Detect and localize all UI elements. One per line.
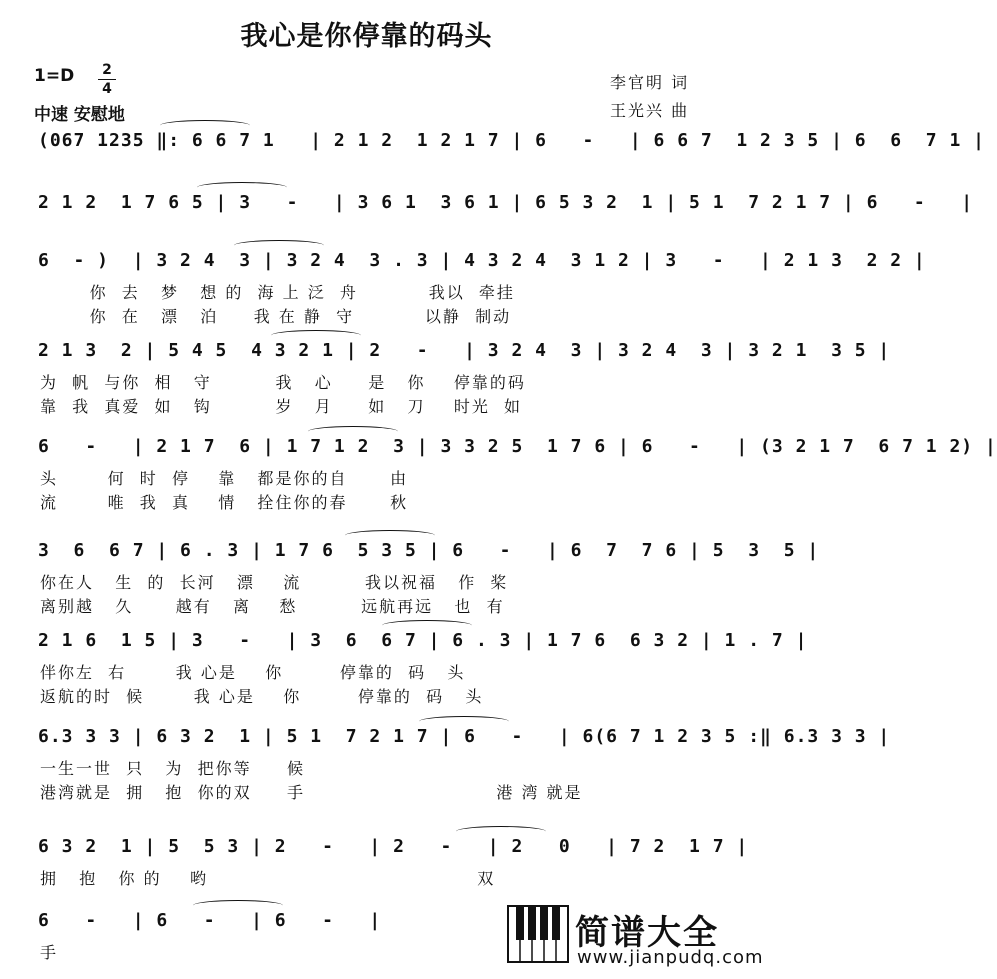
slur-mark [308,426,398,437]
lyric-verse-1: 手 [40,943,59,962]
notation-line: 6 - | 6 - | 6 - | [38,910,382,931]
slur-mark [160,120,250,131]
notation-line: 6 - ) | 3 2 4 3 | 3 2 4 3 . 3 | 4 3 2 4 3 1 2 | 3 - | 2 1 3 2 2 | [38,250,926,271]
lyric-verse-1: 你在人 生 的 长河 漂 流 我以祝福 作 桨 [40,573,509,592]
notation-line: (067 1235 ‖: 6 6 7 1 | 2 1 2 1 2 1 7 | 6 - | 6 6 7 1 2 3 5 | 6 6 7 1 | [38,130,985,151]
composer-credit: 王光兴 曲 [610,101,690,120]
time-signature [98,62,116,97]
time-bottom: 4 [102,81,112,97]
slur-mark [419,716,509,727]
lyric-verse-2: 离别越 久 越有 离 愁 远航再远 也 有 [40,597,505,616]
lyric-verse-2: 港湾就是 拥 抱 你的双 手 港 湾 就是 [40,783,583,802]
key-signature: 1=D [34,66,75,86]
slur-mark [234,240,324,251]
slur-mark [197,182,287,193]
logo-text: 简谱大全 [575,913,719,953]
notation-line: 6.3 3 3 | 6 3 2 1 | 5 1 7 2 1 7 | 6 - | 6(6 7 1 2 3 5 :‖ 6.3 3 3 | [38,726,891,747]
lyric-verse-2: 靠 我 真爱 如 钩 岁 月 如 刀 时光 如 [40,397,523,416]
notation-line: 6 - | 2 1 7 6 | 1 7 1 2 3 | 3 3 2 5 1 7 6 | 6 - | (3 2 1 7 6 7 1 2) | [38,436,997,457]
notation-line: 6 3 2 1 | 5 5 3 | 2 - | 2 - | 2 0 | 7 2 1 7 | [38,836,749,857]
notation-line: 2 1 3 2 | 5 4 5 4 3 2 1 | 2 - | 3 2 4 3 | 3 2 4 3 | 3 2 1 3 5 | [38,340,891,361]
site-logo [507,905,764,973]
logo-url: www.jianpudq.com [577,947,764,968]
lyric-verse-1: 你 去 梦 想 的 海 上 泛 舟 我以 牵挂 [40,283,515,302]
lyric-verse-1: 拥 抱 你 的 哟 双 [40,869,496,888]
time-top: 2 [102,62,112,78]
lyric-verse-1: 一生一世 只 为 把你等 候 [40,759,306,778]
slur-mark [193,900,283,911]
lyric-verse-2: 你 在 漂 泊 我 在 静 守 以静 制动 [40,307,512,326]
lyric-verse-1: 为 帆 与你 相 守 我 心 是 你 停靠的码 [40,373,526,392]
slur-mark [456,826,546,837]
slur-mark [382,620,472,631]
piano-keys-icon [507,905,569,963]
lyric-verse-1: 伴你左 右 我 心是 你 停靠的 码 头 [40,663,466,682]
time-divider [98,79,116,80]
slur-mark [345,530,435,541]
lyric-verse-2: 流 唯 我 真 情 拴住你的春 秋 [40,493,409,512]
song-title: 我心是你停靠的码头 [240,21,493,52]
lyric-verse-1: 头 何 时 停 靠 都是你的自 由 [40,469,409,488]
notation-line: 2 1 2 1 7 6 5 | 3 - | 3 6 1 3 6 1 | 6 5 3 2 1 | 5 1 7 2 1 7 | 6 - | [38,192,974,213]
notation-line: 3 6 6 7 | 6 . 3 | 1 7 6 5 3 5 | 6 - | 6 7 7 6 | 5 3 5 | [38,540,820,561]
tempo-marking: 中速 安慰地 [34,105,125,125]
notation-line: 2 1 6 1 5 | 3 - | 3 6 6 7 | 6 . 3 | 1 7 6 6 3 2 | 1 . 7 | [38,630,808,651]
lyric-verse-2: 返航的时 候 我 心是 你 停靠的 码 头 [40,687,484,706]
lyricist-credit: 李官明 词 [610,73,690,92]
slur-mark [271,330,361,341]
